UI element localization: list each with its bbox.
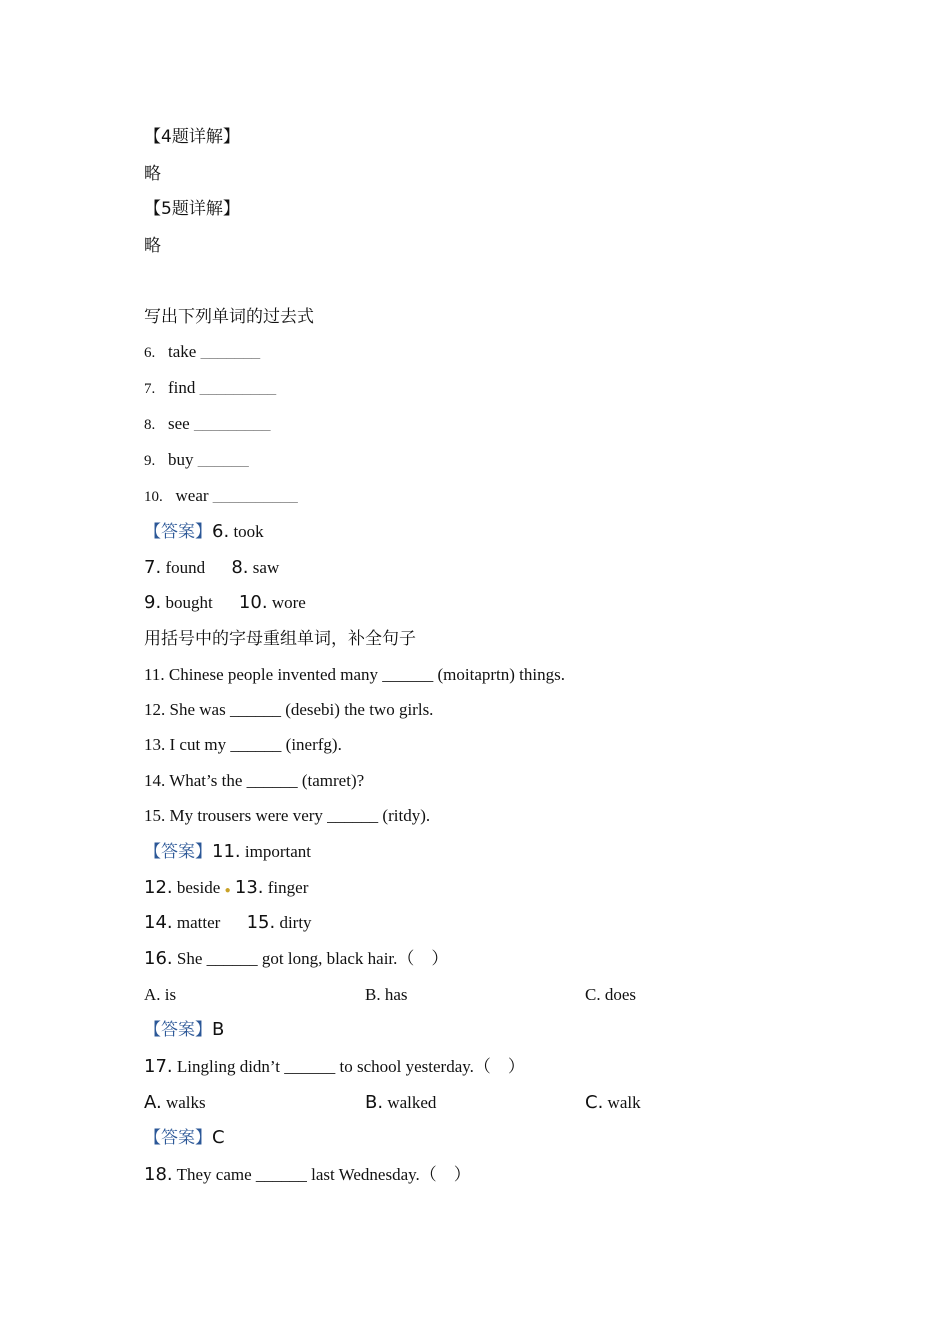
past-answer-line-1: 【答案】6. took bbox=[144, 521, 264, 542]
q17-option-c[interactable]: C. walk bbox=[585, 1092, 641, 1113]
q16-answer: 【答案】B bbox=[144, 1019, 225, 1040]
q5-body: 略 bbox=[144, 236, 161, 256]
reorder-answer-line-1: 【答案】11. important bbox=[144, 841, 311, 862]
reorder-item-11: 11. Chinese people invented many ______ (moitaprtn) things. bbox=[144, 665, 565, 684]
q16-option-b[interactable]: B. has bbox=[365, 985, 408, 1004]
answer-tag: 【答案】 bbox=[144, 1128, 212, 1148]
q17-options bbox=[144, 1092, 804, 1114]
answer-tag: 【答案】 bbox=[144, 1020, 212, 1040]
past-item-8: 8. see _________ bbox=[144, 414, 271, 433]
answer-tag: 【答案】 bbox=[144, 842, 212, 862]
section-reorder-title: 用括号中的字母重组单词，补全句子 bbox=[144, 629, 416, 649]
reorder-item-12: 12. She was ______ (desebi) the two girls. bbox=[144, 700, 434, 719]
q16-option-a[interactable]: A. is bbox=[144, 985, 177, 1004]
q16-stem: 16. She ______ got long, black hair.（ ） bbox=[144, 948, 449, 969]
q17-stem: 17. Lingling didn’t ______ to school yesterday.（ ） bbox=[144, 1056, 525, 1077]
answer-tag: 【答案】 bbox=[144, 522, 212, 542]
mark-dot: ● bbox=[224, 885, 231, 896]
past-answer-line-3: 9. bought 10. wore bbox=[144, 592, 306, 613]
q5-header: 【5题详解】 bbox=[144, 199, 240, 219]
q4-header: 【4题详解】 bbox=[144, 127, 240, 147]
q4-body: 略 bbox=[144, 164, 161, 184]
past-item-10: 10. wear __________ bbox=[144, 486, 298, 505]
reorder-answer-line-3: 14. matter 15. dirty bbox=[144, 912, 312, 933]
reorder-item-15: 15. My trousers were very ______ (ritdy). bbox=[144, 806, 431, 825]
past-answer-line-2: 7. found 8. saw bbox=[144, 557, 280, 578]
past-item-9: 9. buy ______ bbox=[144, 450, 249, 469]
q16-option-c[interactable]: C. does bbox=[585, 985, 636, 1004]
reorder-item-13: 13. I cut my ______ (inerfg). bbox=[144, 735, 342, 754]
past-item-7: 7. find _________ bbox=[144, 378, 277, 397]
section-past-title: 写出下列单词的过去式 bbox=[144, 307, 314, 327]
q16-options bbox=[144, 984, 804, 1006]
q17-option-b[interactable]: B. walked bbox=[365, 1092, 437, 1113]
q18-stem: 18. They came ______ last Wednesday.（ ） bbox=[144, 1164, 471, 1185]
reorder-answer-line-2: 12. beside ● 13. finger bbox=[144, 877, 309, 898]
past-item-6: 6. take _______ bbox=[144, 342, 261, 361]
reorder-item-14: 14. What’s the ______ (tamret)? bbox=[144, 771, 365, 790]
q17-option-a[interactable]: A. walks bbox=[144, 1092, 206, 1113]
q17-answer: 【答案】C bbox=[144, 1127, 225, 1148]
